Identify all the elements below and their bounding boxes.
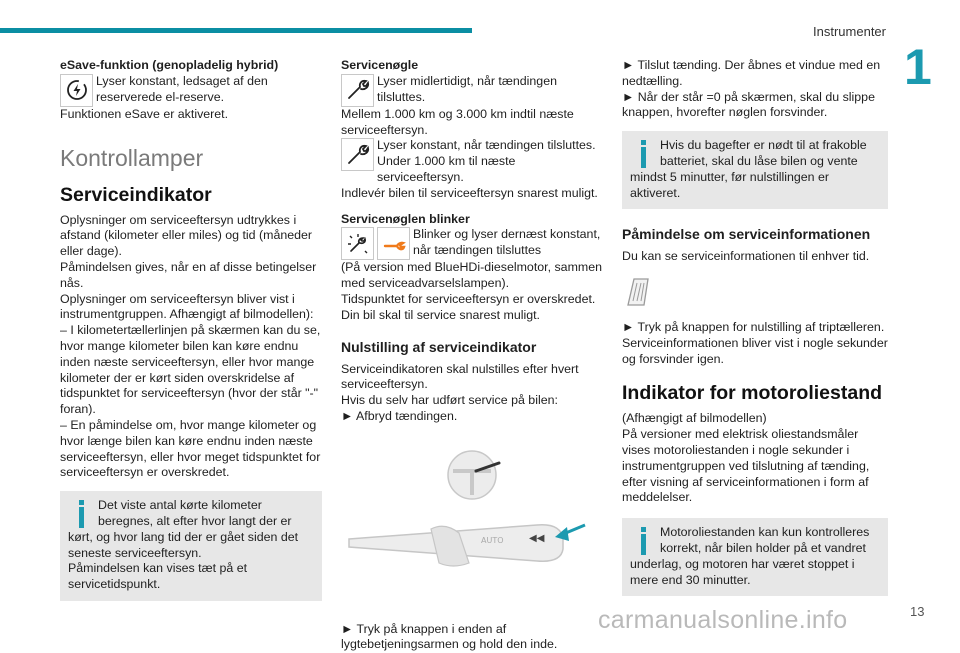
esave-title: eSave-funktion (genopladelig hybrid) bbox=[60, 58, 279, 72]
orange-wrench-icon bbox=[377, 227, 410, 260]
wrench-icon bbox=[341, 138, 374, 171]
paragraph: Indlevér bilen til serviceeftersyn snarest muligt. bbox=[341, 185, 598, 200]
column-1 bbox=[60, 58, 322, 601]
servicenogle-row-1 bbox=[341, 74, 603, 107]
paragraph: Hvis du selv har udført service på bilen: bbox=[341, 393, 558, 408]
servicenogle-icon-text: Lyser konstant, når tændingen tilsluttes. Under 1.000 km til næste serviceeftersyn. bbox=[377, 138, 596, 184]
info-text: Hvis du bagefter er nødt til at frakoble batteriet, skal du låse bilen og vente mindst 5 minutter, før nulstillingen er aktiveret. bbox=[630, 138, 867, 200]
esave-row bbox=[60, 74, 322, 107]
paragraph: Påmindelsen gives, når en af disse betingelser nås. bbox=[60, 259, 317, 290]
info-text: Motoroliestanden kan kun kontrolleres korrekt, når bilen holder på et vandret underlag, og motoren har været stoppet i mere end 30 minutter. bbox=[630, 525, 870, 587]
info-icon bbox=[636, 527, 650, 555]
paragraph: Serviceinformationen bliver vist i nogle sekunder og forsvinder igen. bbox=[622, 335, 888, 366]
bullet-item: ► Tryk på knappen i enden af lygtebetjeningsarmen og hold den inde. bbox=[341, 621, 558, 652]
servicenogle-row-2 bbox=[341, 138, 603, 185]
esave-icon bbox=[60, 74, 93, 107]
bullet-item: ► Afbryd tændingen. bbox=[341, 408, 458, 423]
info-text: Påmindelsen kan vises tæt på et servicetidspunkt. bbox=[68, 561, 248, 592]
heading-nulstilling: Nulstilling af serviceindikator bbox=[341, 338, 537, 355]
paragraph: (Afhængigt af bilmodellen) bbox=[622, 411, 767, 426]
paragraph: Oplysninger om serviceeftersyn udtrykkes i afstand (kilometer eller miles) og tid (måneder eller dage). bbox=[60, 212, 313, 259]
header-accent-bar bbox=[0, 28, 472, 33]
info-icon bbox=[636, 140, 650, 168]
esave-icon-text: Lyser konstant, ledsaget af den reserverede el-reserve. bbox=[96, 73, 268, 104]
servicenogle-icon-text: Lyser midlertidigt, når tændingen tilsluttes. bbox=[377, 73, 557, 104]
watermark-logo: carmanualsonline.info bbox=[598, 606, 848, 634]
wrench-icon bbox=[341, 74, 374, 107]
paragraph: Mellem 1.000 km og 3.000 km indtil næste serviceeftersyn. bbox=[341, 106, 574, 137]
column-3 bbox=[622, 58, 888, 596]
chapter-title: Instrumenter bbox=[813, 24, 886, 39]
paragraph: Tidspunktet for serviceeftersyn er overskredet. Din bil skal til service snarest muligt. bbox=[341, 291, 596, 322]
paragraph: Du kan se serviceinformationen til enhver tid. bbox=[622, 249, 870, 264]
info-box bbox=[60, 491, 322, 601]
page-number: 13 bbox=[910, 604, 925, 619]
paragraph: – En påmindelse om, hvor mange kilometer og hvor længe bilen kan køre endnu inden næste serviceeftersyn, eller hvor meget tidspunktet for serviceeftersyn er overskredet. bbox=[60, 417, 321, 480]
column-2 bbox=[341, 58, 603, 653]
heading-oliestand: Indikator for motoroliestand bbox=[622, 382, 883, 405]
trip-reset-button-icon bbox=[622, 275, 654, 309]
info-box bbox=[622, 131, 888, 209]
svg-text:◀◀: ◀◀ bbox=[529, 532, 545, 544]
blinker-title: Servicenøglen blinker bbox=[341, 211, 470, 226]
svg-text:AUTO: AUTO bbox=[481, 535, 504, 545]
paragraph: Serviceindikatoren skal nulstilles efter hvert serviceeftersyn. bbox=[341, 361, 579, 392]
info-icon bbox=[74, 500, 88, 528]
bullet-item: ► Tryk på knappen for nulstilling af triptælleren. bbox=[622, 319, 885, 334]
info-text: Det viste antal kørte kilometer beregnes, alt efter hvor langt der er kørt, og hvor lang tid der er gået siden det seneste serviceeftersyn. bbox=[68, 498, 299, 560]
heading-paamindelse: Påmindelse om serviceinformationen bbox=[622, 226, 871, 243]
bullet-item: ► Tilslut tænding. Der åbnes et vindue med en nedtælling. bbox=[622, 58, 881, 88]
lever-illustration bbox=[341, 437, 603, 607]
paragraph: På versioner med elektrisk oliestandsmåler vises motoroliestanden i nogle sekunder i instrumentgruppen ved tilslutning af tænding, efter visning af serviceinformationen i form af meddelelser. bbox=[622, 427, 870, 505]
bullet-item: ► Når der står =0 på skærmen, skal du slippe knappen, hvorefter nøglen forsvinder. bbox=[622, 89, 875, 120]
chapter-number: 1 bbox=[904, 39, 932, 95]
heading-kontrollamper: Kontrollamper bbox=[60, 144, 204, 171]
blinker-row bbox=[341, 227, 603, 260]
trip-reset-button-illustration bbox=[622, 275, 888, 314]
servicenogle-title: Servicenøgle bbox=[341, 58, 419, 72]
paragraph: – I kilometertællerlinjen på skærmen kan du se, hvor mange kilometer bilen kan køre endnu inden næste serviceeftersyn, eller hvor mange kilometer der er kørt siden overskridelse af tidspunktet for serviceeftersyn (hvor der står "-" foran). bbox=[60, 323, 321, 417]
blinker-icon-text: Blinker og lyser dernæst konstant, når tændingen tilsluttes bbox=[413, 227, 601, 258]
esave-text: Funktionen eSave er aktiveret. bbox=[60, 106, 229, 121]
paragraph: Oplysninger om serviceeftersyn bliver vist i instrumentgruppen. Afhængigt af bilmodellen): bbox=[60, 291, 314, 322]
info-box bbox=[622, 518, 888, 596]
heading-serviceindikator: Serviceindikator bbox=[60, 183, 212, 206]
flashing-wrench-icon bbox=[341, 227, 374, 260]
paragraph: (På version med BlueHDi-dieselmotor, sammen med serviceadvarselslampen). bbox=[341, 260, 602, 291]
